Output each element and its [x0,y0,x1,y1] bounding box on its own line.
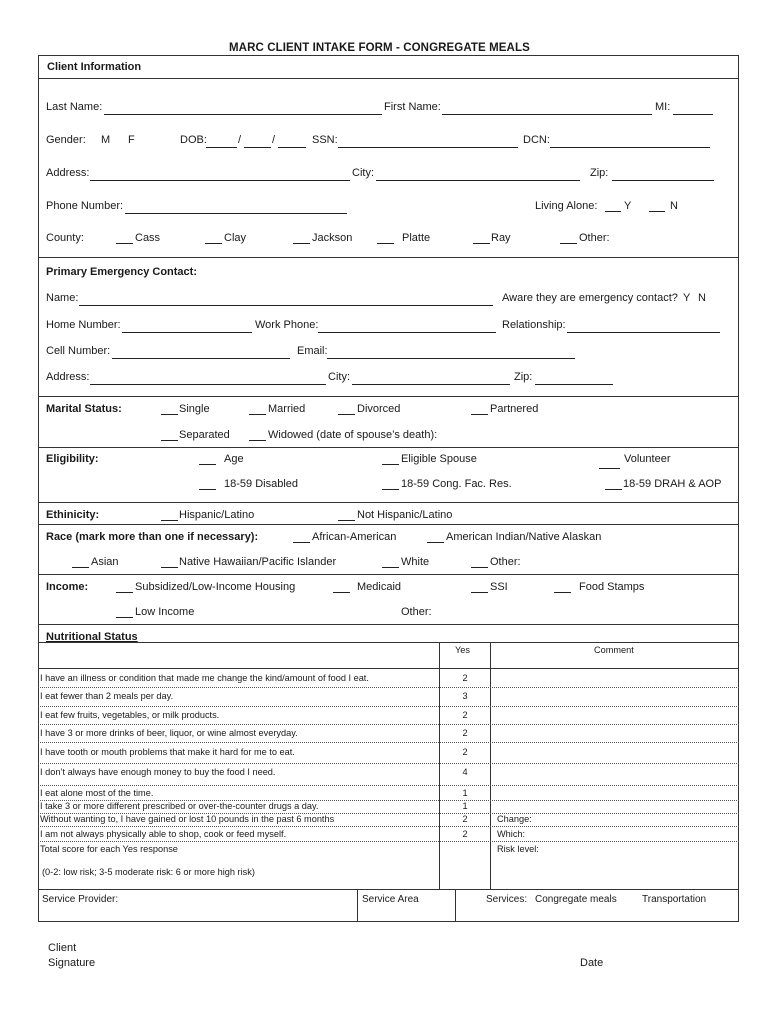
income-medicaid: Medicaid [357,581,402,593]
nutrition-question: I eat alone most of the time. [40,788,154,798]
living-alone-label: Living Alone: [535,200,598,212]
zip-label: Zip: [590,167,609,179]
nutrition-question: Without wanting to, I have gained or lost 10 pounds in the past 6 months [40,814,335,824]
race-label: Race (mark more than one if necessary): [46,531,259,543]
first-name-field[interactable] [442,103,652,115]
emergency-address-label: Address: [46,371,90,383]
dob-separator: / [272,134,276,146]
services-transportation-option[interactable]: Transportation [642,894,707,905]
living-alone-n-blank[interactable] [649,201,665,212]
gender-f-option[interactable]: F [128,134,135,146]
marital-divorced: Divorced [357,403,401,415]
nutrition-question: I have 3 or more drinks of beer, liquor, or wine almost everyday. [40,728,298,738]
divider [38,668,739,669]
last-name-label: Last Name: [46,101,103,113]
eligibility-volunteer: Volunteer [624,453,671,465]
services-congregate-option[interactable]: Congregate meals [535,894,617,905]
last-name-field[interactable] [104,103,382,115]
nutrition-question: I eat fewer than 2 meals per day. [40,691,174,701]
service-area-label: Service Area [362,894,419,905]
eligibility-disabled-blank[interactable] [199,479,216,490]
marital-separated: Separated [179,429,230,441]
income-subsidized-blank[interactable] [116,582,133,593]
race-other: Other: [490,556,521,568]
eligibility-spouse-blank[interactable] [382,454,399,465]
nutrition-question: I have tooth or mouth problems that make it hard for me to eat. [40,747,295,757]
eligibility-drah: 18-59 DRAH & AOP [623,478,722,490]
risk-scale-note: (0-2: low risk; 3-5 moderate risk: 6 or more high risk) [42,867,255,877]
work-phone-field[interactable] [318,321,496,333]
home-number-label: Home Number: [46,319,121,331]
eligibility-disabled: 18-59 Disabled [224,478,298,490]
eligibility-drah-blank[interactable] [605,479,622,490]
email-label: Email: [297,345,328,357]
marital-label: Marital Status: [46,403,122,415]
county-platte-blank[interactable] [377,233,394,244]
gender-m-option[interactable]: M [101,134,111,146]
emergency-name-field[interactable] [79,294,493,306]
race-american-indian: American Indian/Native Alaskan [446,531,602,543]
divider [38,502,739,503]
eligibility-label: Eligibility: [46,453,99,465]
date-label: Date [580,957,604,969]
race-hawaiian: Native Hawaiian/Pacific Islander [179,556,337,568]
income-medicaid-blank[interactable] [333,582,350,593]
cell-number-label: Cell Number: [46,345,111,357]
phone-label: Phone Number: [46,200,124,212]
signature-label: Signature [48,957,96,969]
nutrition-question: I have an illness or condition that made me change the kind/amount of food I eat. [40,673,369,683]
dcn-label: DCN: [523,134,550,146]
county-clay: Clay [224,232,247,244]
address-field[interactable] [90,169,350,181]
phone-field[interactable] [125,202,347,214]
dcn-field[interactable] [550,136,710,148]
home-number-field[interactable] [122,321,252,333]
divider [38,396,739,397]
mi-field[interactable] [673,103,713,115]
race-other-blank[interactable] [471,557,488,568]
city-field[interactable] [376,169,580,181]
nutrition-score: 1 [462,788,468,798]
income-low-income: Low Income [135,606,195,618]
city-label: City: [352,167,374,179]
divider [38,642,739,643]
risk-level-label: Risk level: [497,844,539,854]
emergency-zip-label: Zip: [514,371,533,383]
race-hawaiian-blank[interactable] [161,557,178,568]
first-name-label: First Name: [384,101,441,113]
income-food-stamps-blank[interactable] [554,582,571,593]
race-african-american-blank[interactable] [293,532,310,543]
dob-month-field[interactable] [206,136,237,148]
marital-widowed-blank[interactable] [249,430,266,441]
relationship-label: Relationship: [502,319,566,331]
nutrition-question: I take 3 or more different prescribed or over-the-counter drugs a day. [40,801,319,811]
nutrition-section-title: Nutritional Status [46,631,138,643]
divider [38,574,739,575]
ethnicity-label: Ethinicity: [46,509,100,521]
provider-divider [357,889,358,922]
emergency-section-title: Primary Emergency Contact: [46,266,197,278]
row-divider [38,687,739,688]
marital-partnered-blank[interactable] [471,404,488,415]
nutrition-score: 2 [462,829,468,839]
county-clay-blank[interactable] [205,233,222,244]
marital-single: Single [179,403,210,415]
marital-partnered: Partnered [490,403,539,415]
marital-single-blank[interactable] [161,404,178,415]
emergency-city-field[interactable] [352,373,510,385]
dob-label: DOB: [180,134,207,146]
income-label: Income: [46,581,89,593]
divider [38,447,739,448]
dob-separator: / [238,134,242,146]
row-divider [38,706,739,707]
nutrition-score: 2 [462,747,468,757]
aware-n-option[interactable]: N [698,292,706,304]
nutrition-score: 4 [462,767,468,777]
eligibility-cong: 18-59 Cong. Fac. Res. [401,478,512,490]
race-american-indian-blank[interactable] [427,532,444,543]
nutrition-score: 2 [462,814,468,824]
nutrition-score: 2 [462,710,468,720]
income-subsidized: Subsidized/Low-Income Housing [135,581,296,593]
nutrition-question: I don’t always have enough money to buy the food I need. [40,767,276,777]
income-ssi: SSI [490,581,508,593]
eligibility-volunteer-blank[interactable] [599,458,620,469]
income-food-stamps: Food Stamps [579,581,645,593]
divider [38,889,739,890]
nutrition-score: 3 [462,691,468,701]
eligibility-age: Age [224,453,244,465]
nutrition-question: I eat few fruits, vegetables, or milk products. [40,710,220,720]
county-label: County: [46,232,84,244]
nutrition-score: 2 [462,673,468,683]
race-african-american: African-American [312,531,397,543]
row-divider [38,742,739,743]
aware-y-option[interactable]: Y [683,292,691,304]
service-provider-label: Service Provider: [42,894,119,905]
eligibility-spouse: Eligible Spouse [401,453,477,465]
race-white: White [401,556,430,568]
marital-married-blank[interactable] [249,404,266,415]
county-other: Other: [579,232,610,244]
row-divider [38,763,739,764]
ssn-label: SSN: [312,134,338,146]
column-yes-header: Yes [455,645,470,655]
cell-number-field[interactable] [112,347,290,359]
eligibility-age-blank[interactable] [199,454,216,465]
divider [38,524,739,525]
race-white-blank[interactable] [382,557,399,568]
county-cass-blank[interactable] [116,233,133,244]
marital-separated-blank[interactable] [161,430,178,441]
emergency-name-label: Name: [46,292,79,304]
zip-field[interactable] [612,169,714,181]
email-field[interactable] [327,347,575,359]
work-phone-label: Work Phone: [255,319,319,331]
income-low-income-blank[interactable] [116,607,133,618]
ssn-field[interactable] [338,136,518,148]
gender-label: Gender: [46,134,86,146]
aware-label: Aware they are emergency contact? [502,292,678,304]
comment-which-label: Which: [497,829,526,839]
mi-label: MI: [655,101,671,113]
dob-year-field[interactable] [278,136,306,148]
marital-widowed: Widowed (date of spouse’s death): [268,429,438,441]
county-cass: Cass [135,232,161,244]
county-platte: Platte [402,232,431,244]
row-divider [38,841,739,842]
client-label: Client [48,942,77,954]
nutrition-score: 2 [462,728,468,738]
county-ray: Ray [491,232,511,244]
county-jackson: Jackson [312,232,353,244]
row-divider [38,724,739,725]
row-divider [38,785,739,786]
county-ray-blank[interactable] [473,233,490,244]
total-score-label: Total score for each Yes response [40,844,178,854]
marital-married: Married [268,403,306,415]
row-divider [38,826,739,827]
provider-divider [455,889,456,922]
nutrition-question: I am not always physically able to shop, cook or feed myself. [40,829,287,839]
client-section-title: Client Information [47,61,142,73]
income-other-label: Other: [401,606,432,618]
ethnicity-hispanic-blank[interactable] [161,510,178,521]
ethnicity-hispanic: Hispanic/Latino [179,509,255,521]
nutrition-score: 1 [462,801,468,811]
county-other-blank[interactable] [560,233,577,244]
ethnicity-not-hispanic: Not Hispanic/Latino [357,509,453,521]
living-alone-y-blank[interactable] [605,201,621,212]
race-asian-blank[interactable] [72,557,89,568]
living-alone-y: Y [624,200,632,212]
address-label: Address: [46,167,90,179]
comment-change-label: Change: [497,814,532,824]
race-asian: Asian [91,556,119,568]
marital-divorced-blank[interactable] [338,404,355,415]
living-alone-n: N [670,200,678,212]
emergency-address-field[interactable] [90,373,326,385]
emergency-city-label: City: [328,371,350,383]
divider [38,624,739,625]
form-title: MARC CLIENT INTAKE FORM - CONGREGATE MEALS [229,42,530,54]
table-column-divider [490,642,491,890]
divider [38,78,739,79]
emergency-zip-field[interactable] [535,373,613,385]
divider [38,257,739,258]
dob-day-field[interactable] [244,136,271,148]
eligibility-cong-blank[interactable] [382,479,399,490]
ethnicity-not-hispanic-blank[interactable] [338,510,355,521]
relationship-field[interactable] [567,321,720,333]
county-jackson-blank[interactable] [293,233,310,244]
column-comment-header: Comment [594,645,634,655]
income-ssi-blank[interactable] [471,582,488,593]
services-label: Services: [486,894,528,905]
